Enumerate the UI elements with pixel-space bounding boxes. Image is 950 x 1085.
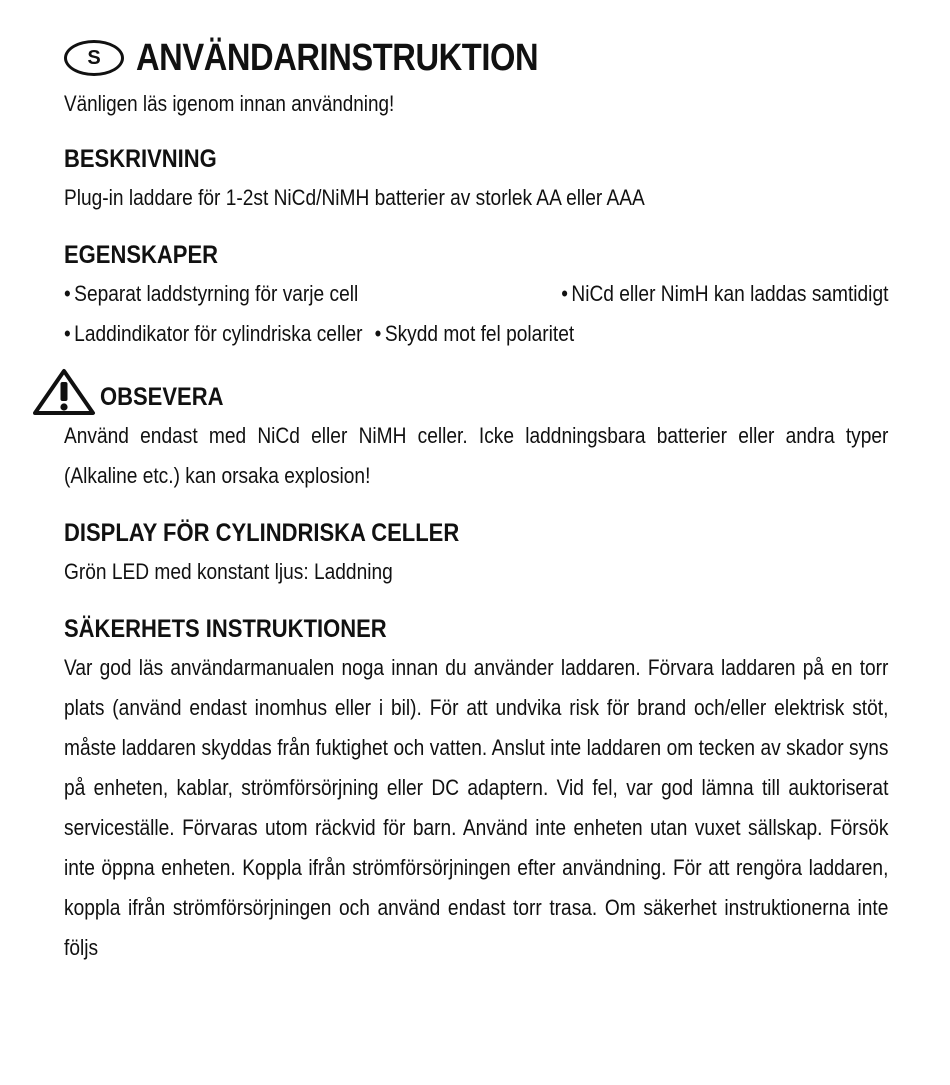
display-section — [64, 514, 888, 592]
bullet-icon: • — [561, 281, 568, 306]
list-item — [64, 314, 362, 354]
feature-text: NiCd eller NimH kan laddas samtidigt — [571, 281, 889, 306]
safety-text-body: Var god läs användarmanualen noga innan du använder laddaren. Förvara laddaren på en torr plats (använd endast inomhus eller i bil). För att undvika risk för brand och/eller elektrisk stöt, måste laddaren skyddas från fuktighet och vatten. Anslut inte laddaren om tecken av skador syns på enheten, kablar, strömförsörjning eller DC adaptern. Vid fel, var god lämna till auktoriserat serviceställe. Förvaras utom räckvid för barn. Använd inte enheten utan vuxet sällskap. Försök inte öppna enheten. Koppla ifrån strömförsörjningen efter användning. För att rengöra laddaren, koppla ifrån strömförsörjningen och använd endast torr trasa. Om säkerhet instruktionerna inte följs — [64, 655, 889, 960]
warning-heading — [100, 378, 240, 416]
safety-heading — [64, 610, 888, 648]
bullet-icon: • — [374, 321, 382, 346]
list-item — [561, 274, 888, 314]
features-heading-text: EGENSKAPER — [64, 241, 219, 269]
features-list — [64, 274, 888, 354]
warning-text — [64, 416, 888, 496]
safety-heading-text: SÄKERHETS INSTRUKTIONER — [64, 615, 387, 643]
list-item — [375, 314, 575, 354]
description-heading-text: BESKRIVNING — [64, 145, 217, 173]
features-heading — [64, 236, 888, 274]
bullet-icon: • — [64, 321, 71, 346]
display-text-body: Grön LED med konstant ljus: Laddning — [64, 559, 393, 584]
display-text — [64, 552, 888, 592]
description-text-body: Plug-in laddare för 1-2st NiCd/NiMH batterier av storlek AA eller AAA — [64, 185, 645, 210]
list-item — [64, 274, 358, 314]
page-subtitle-text: Vänligen läs igenom innan användning! — [64, 91, 395, 116]
warning-text-body: Använd endast med NiCd eller NiMH celler. Icke laddningsbara batterier eller andra typer (Alkaline etc.) kan orsaka explosion! — [64, 423, 889, 488]
feature-text: Separat laddstyrning för varje cell — [74, 281, 359, 306]
features-line-1 — [64, 274, 888, 314]
safety-section — [64, 610, 888, 968]
display-heading-text: DISPLAY FÖR CYLINDRISKA CELLER — [64, 519, 460, 547]
feature-text: Skydd mot fel polaritet — [384, 321, 575, 346]
description-section — [64, 140, 888, 218]
display-heading — [64, 514, 888, 552]
page-title: ANVÄNDARINSTRUKTION — [136, 36, 539, 79]
description-text — [64, 178, 888, 218]
language-badge: S — [64, 40, 124, 76]
description-heading — [64, 140, 888, 178]
instruction-page — [64, 30, 888, 968]
warning-triangle-icon — [32, 368, 96, 416]
features-line-2 — [64, 314, 888, 354]
features-section — [64, 236, 888, 354]
safety-text — [64, 648, 888, 968]
page-subtitle — [64, 86, 888, 122]
warning-heading-text: OBSEVERA — [100, 383, 224, 411]
warning-section — [64, 366, 888, 496]
feature-text: Laddindikator för cylindriska celler — [74, 321, 363, 346]
bullet-icon: • — [64, 281, 71, 306]
title-row — [64, 30, 888, 86]
warning-heading-row — [32, 366, 856, 416]
